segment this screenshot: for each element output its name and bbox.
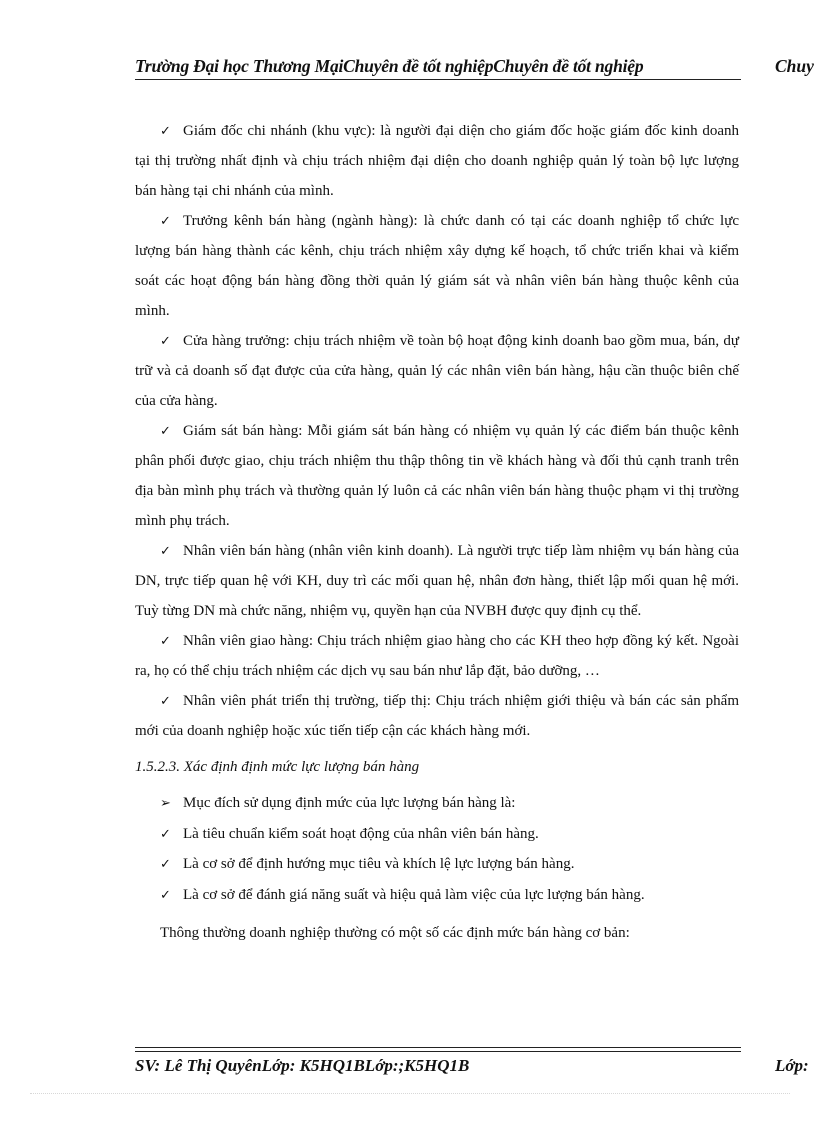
paragraph [135,416,739,536]
check-mark-icon: ✓ [160,543,171,558]
paragraph-text: Giám sát bán hàng: Mỗi giám sát bán hàng có nhiệm vụ quản lý các điểm bán thuộc kênh phân phối được giao, chịu trách nhiệm thu thập thông tin về khách hàng và đối thủ cạnh tranh trên địa bàn mình phụ trách và thường quản lý luôn cả các nhân viên bán hàng thuộc phạm vi thị trường mình phụ trách. [135,423,739,529]
check-mark-icon: ✓ [160,693,171,708]
list-item-text: Là cơ sở để đánh giá năng suất và hiệu quả làm việc của lực lượng bán hàng. [183,886,645,903]
bullet-list [135,788,739,910]
header-rule [135,79,741,80]
header-title-overflow: Chuy [775,56,814,76]
page-body [135,116,739,948]
arrow-bullet-icon: ➢ [160,795,171,810]
paragraph [135,626,739,686]
page-footer [135,1056,816,1082]
list-item [135,880,739,911]
footer-student-info: SV: Lê Thị QuyênLớp: K5HQ1BLớp:;K5HQ1B [135,1056,470,1075]
list-item-text: Mục đích sử dụng định mức của lực lượng bán hàng là: [183,795,516,811]
footer-class-overflow: Lớp: [775,1056,809,1075]
paragraph-text: Nhân viên phát triển thị trường, tiếp thị: Chịu trách nhiệm giới thiệu và bán các sản phẩm mới của doanh nghiệp hoặc xúc tiến tiếp cận các khách hàng mới. [135,693,739,739]
footer-rule [135,1047,741,1052]
list-item-text: Là cơ sở để định hướng mục tiêu và khích lệ lực lượng bán hàng. [183,856,575,872]
paragraph [135,116,739,206]
check-mark-icon: ✓ [160,825,171,841]
paragraph [135,326,739,416]
paragraph [135,206,739,326]
list-item [135,819,739,850]
check-mark-icon: ✓ [160,333,171,348]
check-mark-icon: ✓ [160,123,171,138]
section-heading: 1.5.2.3. Xác định định mức lực lượng bán hàng [135,759,420,775]
paragraph-text: Nhân viên giao hàng: Chịu trách nhiệm giao hàng cho các KH theo hợp đồng ký kết. Ngoài ra, họ có thể chịu trách nhiệm các dịch vụ sau bán như lắp đặt, bảo dưỡng, … [135,633,739,679]
page-bottom-divider [30,1093,790,1094]
paragraph [135,686,739,746]
closing-paragraph: Thông thường doanh nghiệp thường có một số các định mức bán hàng cơ bản: [160,925,630,941]
list-item-text: Là tiêu chuẩn kiểm soát hoạt động của nhân viên bán hàng. [183,825,539,842]
check-mark-icon: ✓ [160,633,171,648]
list-item [135,849,739,880]
paragraph-text: Nhân viên bán hàng (nhân viên kinh doanh). Là người trực tiếp làm nhiệm vụ bán hàng của DN, trực tiếp quan hệ với KH, duy trì các mối quan hệ, nhân đơn hàng, thiết lập mối quan hệ mới. Tuỳ từng DN mà chức năng, nhiệm vụ, quyền hạn của NVBH được quy định cụ thể. [135,543,739,619]
paragraph [135,536,739,626]
check-mark-icon: ✓ [160,856,171,871]
check-mark-icon: ✓ [160,213,171,228]
check-mark-icon: ✓ [160,886,171,902]
check-mark-icon: ✓ [160,423,171,438]
header-title: Trường Đại học Thương MạiChuyên đề tốt nghiệpChuyên đề tốt nghiệp [135,56,644,76]
list-item [135,788,739,819]
paragraph-text: Cửa hàng trưởng: chịu trách nhiệm về toàn bộ hoạt động kinh doanh bao gồm mua, bán, dự trữ và cả doanh số đạt được của cửa hàng, quản lý các nhân viên bán hàng, hậu cần thuộc biên chế của cửa hàng. [135,333,739,409]
paragraph-text: Giám đốc chi nhánh (khu vực): là người đại diện cho giám đốc hoặc giám đốc kinh doanh tại thị trường nhất định và chịu trách nhiệm đại diện cho doanh nghiệp quản lý toàn bộ lực lượng bán hàng tại chi nhánh của mình. [135,123,739,199]
paragraph-text: Trưởng kênh bán hàng (ngành hàng): là chức danh có tại các doanh nghiệp tổ chức lực lượng bán hàng thành các kênh, chịu trách nhiệm xây dựng kế hoạch, tổ chức triển khai và kiểm soát các hoạt động bán hàng đồng thời quản lý giám sát và nhân viên bán hàng thuộc kênh của mình. [135,213,739,319]
